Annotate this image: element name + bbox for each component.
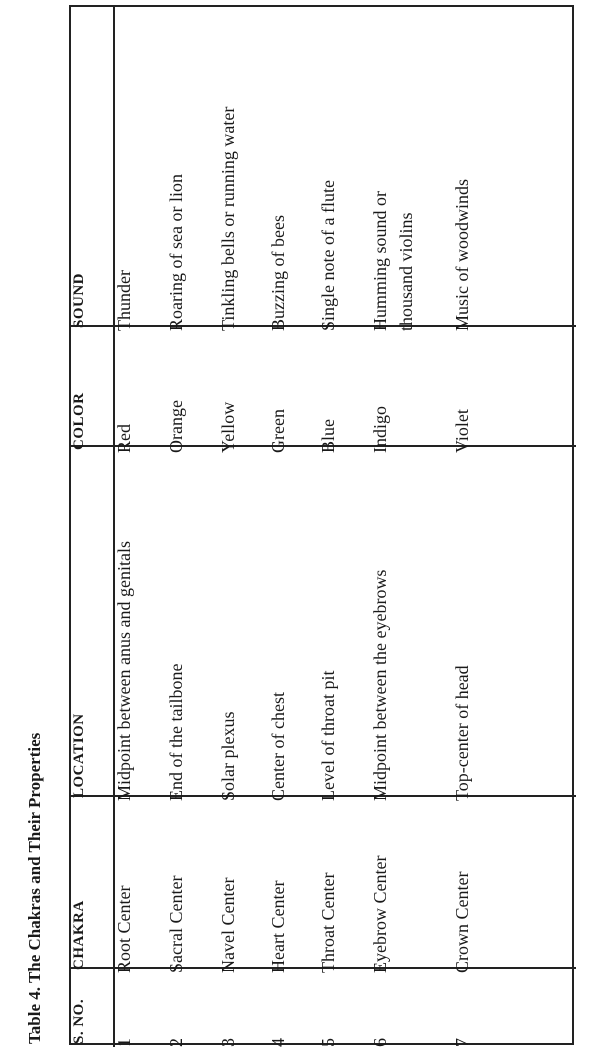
cell-sno	[318, 1029, 346, 1047]
cell-location-text: Level of throat pit	[318, 670, 338, 801]
header-chakra-text: CHAKRA	[71, 900, 87, 970]
cell-sno	[452, 1029, 480, 1047]
cell-sno-text: 5	[318, 1038, 338, 1047]
cell-sound-text: Thunder	[114, 270, 134, 331]
cell-location-text: Midpoint between anus and genitals	[114, 541, 134, 801]
cell-color-text: Indigo	[370, 406, 390, 453]
cell-sno-text: 7	[452, 1038, 472, 1047]
cell-sno	[166, 1029, 194, 1047]
cell-sno-text: 6	[370, 1038, 390, 1047]
cell-sound-text: Music of woodwinds	[452, 179, 472, 331]
cell-sno-text: 4	[268, 1038, 288, 1047]
cell-color-text: Red	[114, 424, 134, 453]
cell-location-text: Midpoint between the eyebrows	[370, 569, 390, 801]
cell-chakra-text: Root Center	[114, 885, 134, 973]
cell-location-text: Solar plexus	[218, 711, 238, 801]
cell-color	[452, 409, 515, 453]
chakra-table	[69, 5, 574, 1045]
header-color-text: COLOR	[71, 392, 87, 450]
cell-sound-text: Tinkling bells or running water	[218, 106, 238, 331]
cell-color	[318, 419, 371, 453]
cell-chakra-text: Sacral Center	[166, 875, 186, 973]
cell-sno-text: 3	[218, 1038, 238, 1047]
cell-sound-text: thousand violins	[396, 212, 416, 331]
cell-sound	[452, 179, 600, 331]
cell-color	[114, 424, 162, 453]
caption-text: Table 4. The Chakras and Their Properties	[25, 732, 44, 1044]
cell-sound-text: Buzzing of bees	[268, 215, 288, 331]
cell-color-text: Green	[268, 409, 288, 453]
cell-color-text: Blue	[318, 419, 338, 453]
cell-location-text: Center of chest	[268, 692, 288, 801]
cell-chakra-text: Eyebrow Center	[370, 855, 390, 973]
cell-sno-text: 2	[166, 1038, 186, 1047]
header-sno-text: S. NO.	[71, 998, 87, 1044]
cell-chakra-text: Heart Center	[268, 880, 288, 973]
cell-sno-text: 1	[114, 1038, 134, 1047]
cell-sno	[218, 1029, 246, 1047]
header-sound-text: SOUND	[71, 272, 87, 328]
cell-chakra-text: Throat Center	[318, 872, 338, 973]
cell-sno	[114, 1029, 142, 1047]
cell-color-text: Violet	[452, 409, 472, 453]
cell-location-text: Top-center of head	[452, 665, 472, 801]
cell-sound-text: Single note of a flute	[318, 180, 338, 331]
cell-sound-text: Humming sound or	[370, 190, 390, 331]
cell-sno	[370, 1029, 398, 1047]
cell-sno	[268, 1029, 296, 1047]
cell-chakra-text: Navel Center	[218, 877, 238, 973]
cell-chakra	[452, 871, 572, 973]
cell-sound-text: Roaring of sea or lion	[166, 174, 186, 331]
cell-color	[370, 406, 436, 453]
cell-color-text: Yellow	[218, 401, 238, 453]
header-location-text: LOCATION	[71, 713, 87, 798]
cell-location	[452, 665, 600, 801]
cell-chakra-text: Crown Center	[452, 871, 472, 973]
table-caption	[23, 0, 45, 1056]
cell-location-text: End of the tailbone	[166, 663, 186, 801]
cell-color-text: Orange	[166, 400, 186, 453]
